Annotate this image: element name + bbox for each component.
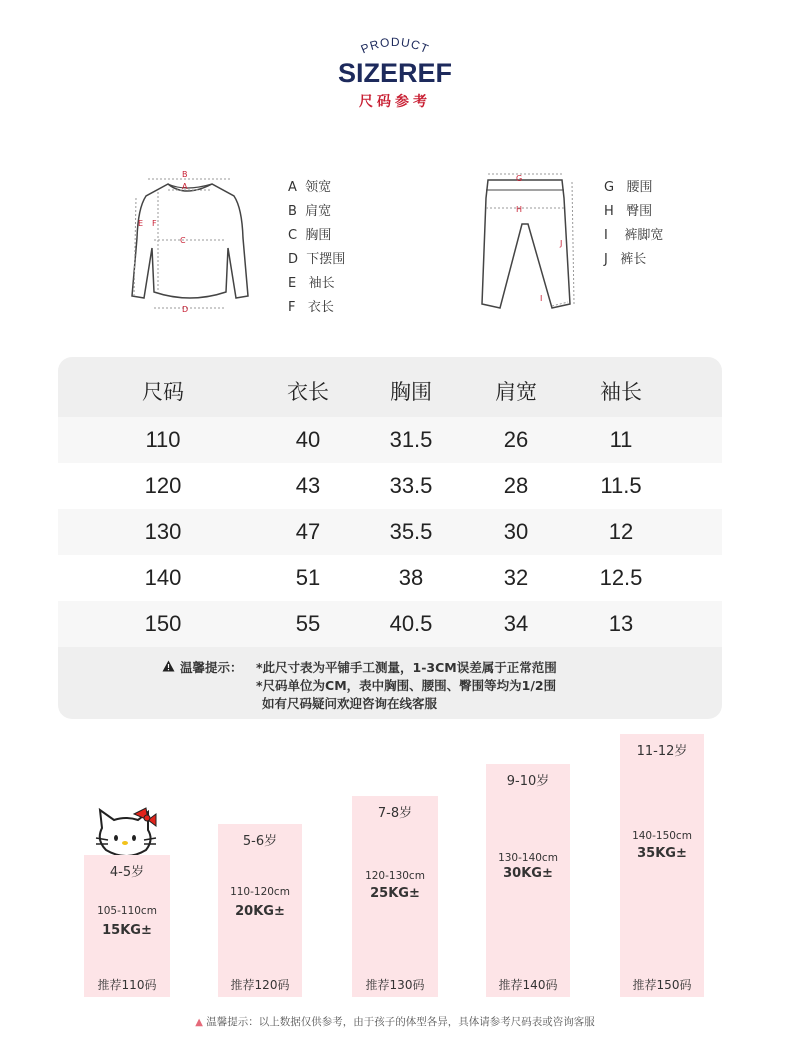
cell-sleeve: 11 [609,427,633,452]
header-size: 尺码 [142,380,184,404]
label-j: J [560,239,563,248]
table-row [58,555,722,601]
cell-shoulder: 26 [503,427,529,452]
cell-sleeve: 13 [608,611,634,636]
svg-text:PRODUCT: PRODUCT [358,34,432,57]
cell-chest: 33.5 [389,473,433,498]
header-chest: 胸围 [390,380,432,404]
recommend-label: 推荐120码 [230,978,290,992]
recommend-label: 推荐110码 [97,978,157,992]
recommend-label: 推荐150码 [632,978,692,992]
table-row [58,509,722,555]
label-e: E [138,219,144,228]
legend-item: J 裤长 [604,252,647,267]
cell-size: 120 [144,473,182,498]
cell-length: 55 [295,611,321,636]
cell-size: 140 [144,565,182,590]
cell-size: 110 [145,427,181,452]
label-d: D [182,305,189,314]
cell-length: 47 [295,519,321,544]
note-line: 如有尺码疑问欢迎咨询在线客服 [262,696,438,711]
age-label: 11-12岁 [636,744,688,759]
header-shoulder: 肩宽 [495,380,537,404]
cell-size: 150 [144,611,182,636]
height-range: 140-150cm [632,830,692,842]
cell-length: 40 [295,427,321,452]
pants-garment-diagram [478,168,578,318]
note-line: *此尺寸表为平铺手工测量，1-3CM误差属于正常范围 [256,660,557,675]
top-legend [288,176,345,320]
cell-sleeve: 12 [608,519,634,544]
cell-chest: 31.5 [389,427,433,452]
note-line: *尺码单位为CM，表中胸围、腰围、臀围等均为1/2围 [256,678,557,693]
age-label: 4-5岁 [109,865,145,880]
legend-item: G 腰围 [604,180,653,195]
age-label: 5-6岁 [242,834,278,849]
legend-item: B 肩宽 [288,204,332,219]
weight-label: 35KG± [637,846,687,861]
cell-sleeve: 12.5 [599,565,643,590]
cell-chest: 38 [398,565,424,590]
label-a: A [182,182,188,191]
table-row [58,601,722,647]
pants-legend [604,176,663,272]
legend-item: D 下摆围 [288,252,346,267]
weight-label: 30KG± [503,866,553,881]
weight-label: 25KG± [370,886,420,901]
warning-triangle-icon: ▲ [195,1017,203,1028]
note-label: 温馨提示： [180,660,243,675]
recommend-label: 推荐140码 [498,978,558,992]
cell-shoulder: 28 [503,473,529,498]
header-sleeve: 袖长 [600,380,642,404]
cell-shoulder: 32 [503,565,529,590]
label-f: F [152,219,157,228]
weight-label: 20KG± [235,904,285,919]
brand-title: SIZEREF [337,58,452,88]
height-range: 130-140cm [498,852,558,864]
recommend-bar-150 [620,734,704,997]
height-range: 105-110cm [97,905,157,917]
brand-subtitle: 尺码参考 [359,94,431,110]
age-label: 9-10岁 [506,774,550,789]
cell-length: 51 [295,565,321,590]
warning-icon [162,660,175,672]
label-g: G [516,174,523,183]
label-c: C [180,236,186,245]
cell-sleeve: 11.5 [600,473,642,498]
legend-item: F 衣长 [288,300,334,315]
table-row [58,463,722,509]
recommend-bar-140 [486,764,570,997]
legend-item: I 裤脚宽 [604,228,664,243]
product-arc-text [340,30,450,60]
label-i: I [540,294,543,303]
cell-shoulder: 34 [503,611,529,636]
cell-chest: 40.5 [389,611,433,636]
legend-item: A 领宽 [288,180,332,195]
age-label: 7-8岁 [377,806,413,821]
header-length: 衣长 [287,380,329,404]
label-b: B [182,170,188,179]
recommend-bar-120 [218,824,302,997]
height-range: 110-120cm [230,886,290,898]
label-h: H [516,205,523,214]
legend-item: H 臀围 [604,204,653,219]
recommend-bar-110 [84,855,170,997]
recommend-label: 推荐130码 [365,978,425,992]
legend-item: C 胸围 [288,228,332,243]
cartoon-cat-icon [94,806,158,862]
cell-chest: 35.5 [389,519,433,544]
footer-note [0,1014,790,1029]
top-garment-diagram [130,168,250,316]
recommend-bar-130 [352,796,438,997]
cell-shoulder: 30 [503,519,529,544]
table-note [58,653,722,719]
footer-text: 温馨提示：以上数据仅供参考，由于孩子的体型各异，具体请参考尺码表或咨询客服 [206,1016,595,1028]
size-table [58,357,722,719]
table-header-row [58,367,722,415]
table-row [58,417,722,463]
legend-item: E 袖长 [288,276,335,291]
weight-label: 15KG± [102,923,152,938]
cell-size: 130 [144,519,182,544]
height-range: 120-130cm [365,870,425,882]
cell-length: 43 [295,473,321,498]
